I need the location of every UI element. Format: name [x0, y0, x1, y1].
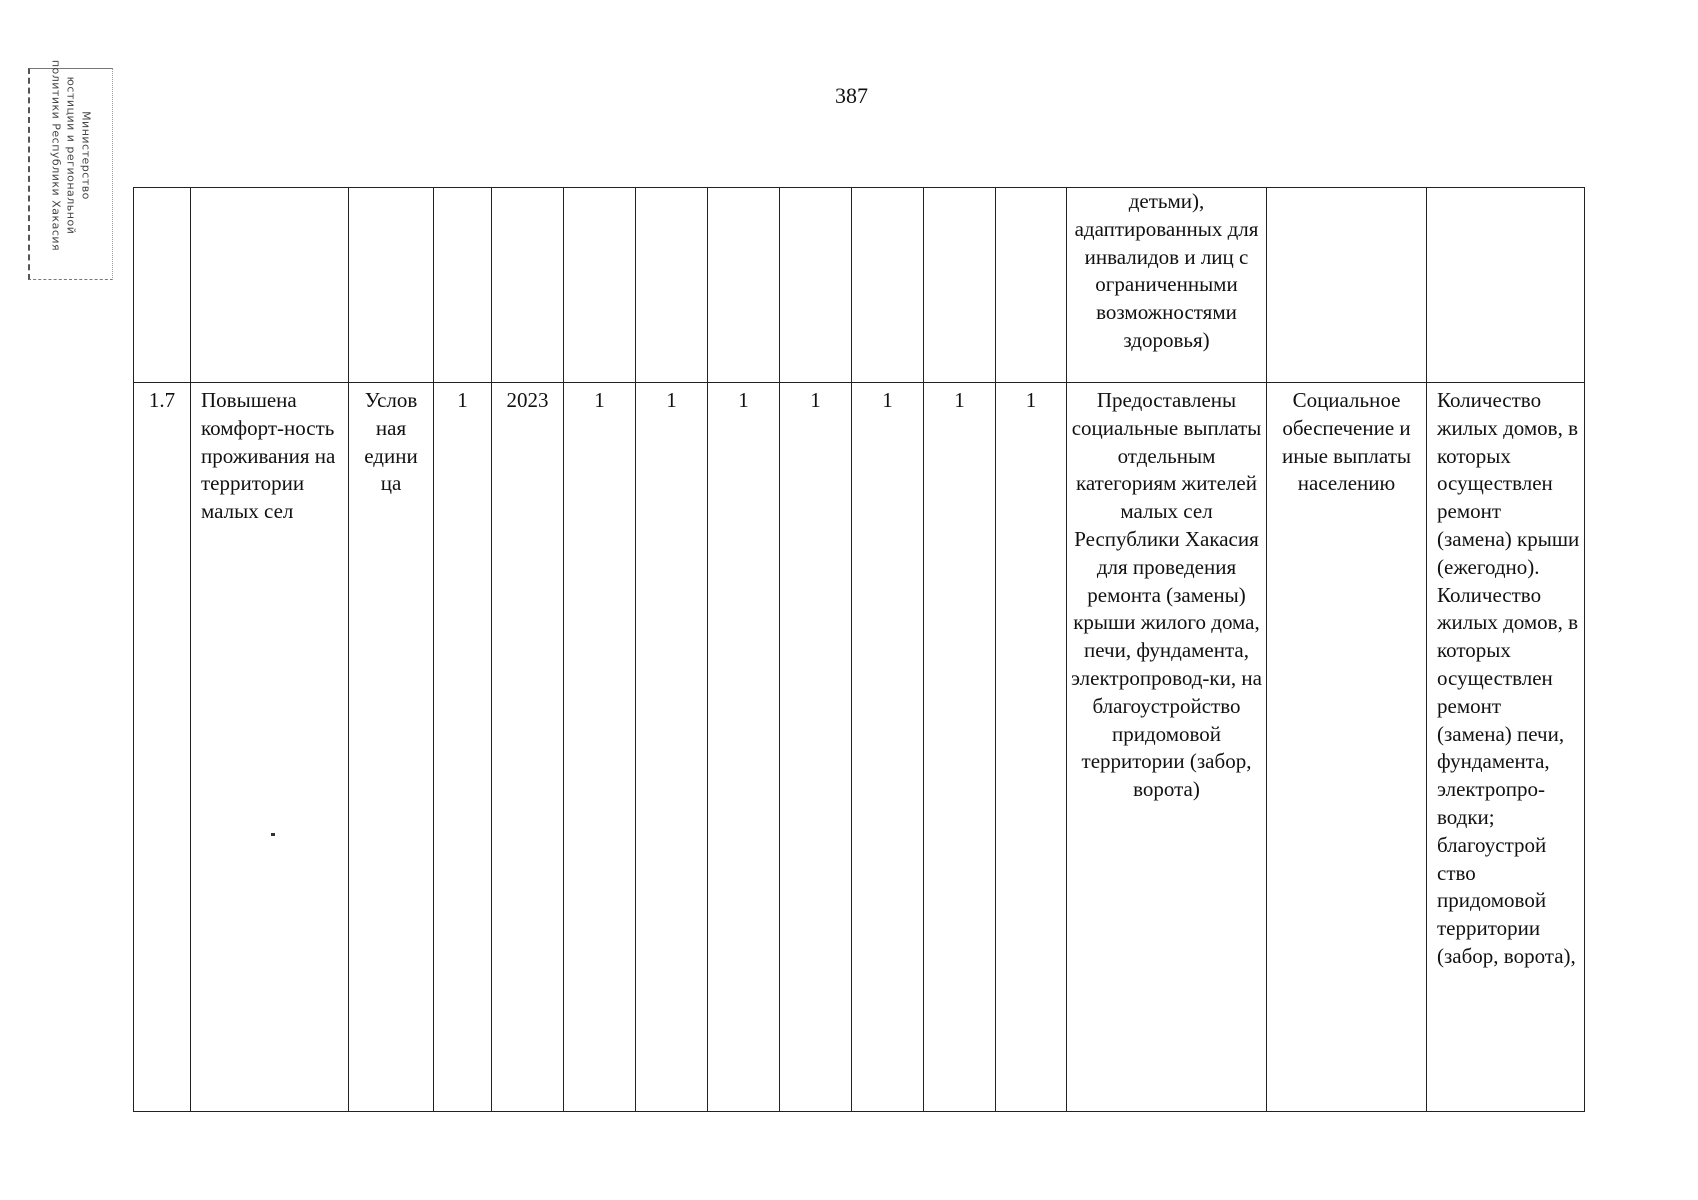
- scan-speck: [271, 833, 275, 836]
- cell-base-year: [492, 188, 564, 383]
- cell-year-value: 1: [564, 383, 636, 1112]
- cell-number: [134, 188, 191, 383]
- cell-year-value: 1: [924, 383, 996, 1112]
- registration-stamp: [28, 59, 113, 280]
- cell-year-value: [924, 188, 996, 383]
- cell-number: 1.7: [134, 383, 191, 1112]
- cell-description: детьми), адаптированных для инвалидов и лиц с ограниченными возможностями здоровья): [1067, 188, 1267, 383]
- cell-description: Предоставлены социальные выплаты отдельным категориям жителей малых сел Республики Хакасия для проведения ремонта (замены) крыши жилого дома, печи, фундамента, электропровод-ки, на благоустройство придомовой территории (забор, ворота): [1067, 383, 1267, 1112]
- page-number: 387: [835, 83, 868, 108]
- cell-indicator: [1427, 188, 1585, 383]
- cell-year-value: 1: [780, 383, 852, 1112]
- cell-name: Повышена комфорт-ность проживания на территории малых сел: [191, 383, 349, 1112]
- cell-year-value: 1: [636, 383, 708, 1112]
- cell-year-value: 1: [996, 383, 1067, 1112]
- data-table: [133, 187, 1585, 1112]
- cell-year-value: [852, 188, 924, 383]
- cell-year-value: [636, 188, 708, 383]
- cell-name: [191, 188, 349, 383]
- stamp-line-3: политики Республики Хакасия: [49, 59, 63, 252]
- cell-unit: Услов ная едини ца: [349, 383, 434, 1112]
- cell-type: Социальное обеспечение и иные выплаты населению: [1267, 383, 1427, 1112]
- stamp-line-1: Министерство: [79, 111, 93, 200]
- data-table-wrapper: [133, 187, 1585, 1112]
- stamp-text: [49, 51, 94, 261]
- cell-type: [1267, 188, 1427, 383]
- cell-year-value: [708, 188, 780, 383]
- table-row: [134, 383, 1585, 1112]
- cell-year-value: 1: [708, 383, 780, 1112]
- cell-year-value: [780, 188, 852, 383]
- cell-base-value: 1: [434, 383, 492, 1112]
- cell-year-value: [564, 188, 636, 383]
- cell-year-value: [996, 188, 1067, 383]
- cell-unit: [349, 188, 434, 383]
- stamp-line-2: юстиции и региональной: [64, 76, 78, 235]
- table-row: [134, 188, 1585, 383]
- cell-base-value: [434, 188, 492, 383]
- cell-indicator: Количество жилых домов, в которых осуществлен ремонт (замена) крыши (ежегодно). Количество жилых домов, в которых осуществлен ремонт (замена) печи, фундамента, электропро-водки; благоустрой ство придомовой территории (забор, ворота),: [1427, 383, 1585, 1112]
- cell-base-year: 2023: [492, 383, 564, 1112]
- cell-year-value: 1: [852, 383, 924, 1112]
